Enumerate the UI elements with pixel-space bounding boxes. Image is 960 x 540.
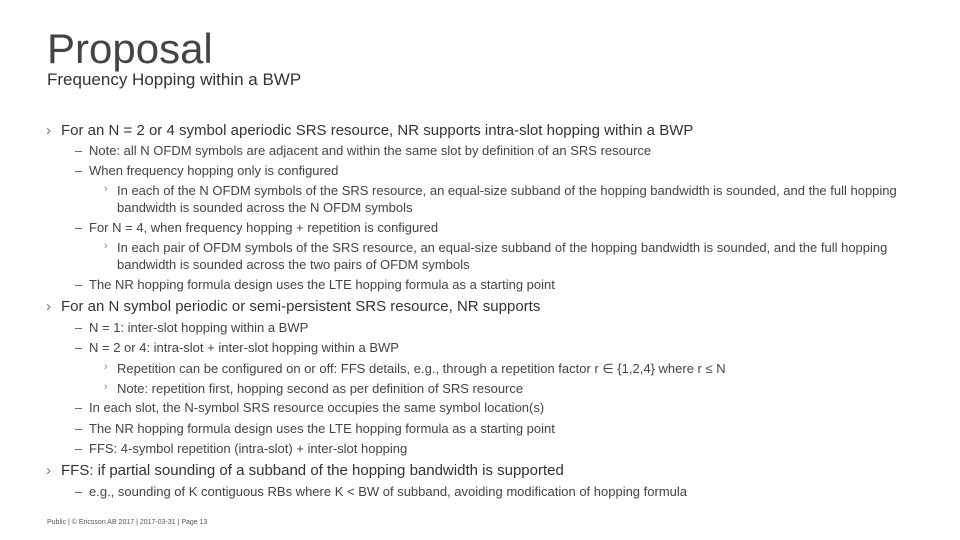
sub-bullet [75, 421, 555, 437]
sub-bullet-text: N = 2 or 4: intra-slot + inter-slot hopping within a BWP [89, 340, 399, 355]
bullet-partial-sounding [46, 462, 564, 480]
dash-marker-icon: – [75, 400, 83, 415]
sub-bullet [75, 277, 555, 293]
sub-bullet [75, 400, 545, 416]
sub-bullet-text: The NR hopping formula design uses the LTE hopping formula as a starting point [89, 277, 555, 292]
bullet-marker-icon: › [46, 122, 51, 139]
sub-sub-bullet [104, 182, 917, 216]
bullet-marker-icon: › [46, 462, 51, 479]
sub-sub-bullet-text: In each pair of OFDM symbols of the SRS resource, an equal-size subband of the hopping bandwidth is sounded, and the full hopping bandwidth is sounded across the two pairs of OFDM symbols [117, 240, 888, 272]
sub-sub-bullet [104, 380, 917, 397]
chevron-marker-icon: › [104, 240, 108, 252]
sub-bullet-text: N = 1: inter-slot hopping within a BWP [89, 320, 309, 335]
sub-sub-bullet-text: In each of the N OFDM symbols of the SRS resource, an equal-size subband of the hopping bandwidth is sounded, and the full hopping bandwidth is sounded across the N OFDM symbols [117, 183, 897, 215]
bullet-text: For an N = 2 or 4 symbol aperiodic SRS resource, NR supports intra-slot hopping within a BWP [61, 122, 694, 139]
slide-footer: Public | © Ericsson AB 2017 | 2017-03-31 | Page 13 [47, 519, 208, 526]
bullet-periodic-srs [46, 298, 541, 316]
sub-bullet [75, 340, 399, 356]
dash-marker-icon: – [75, 441, 83, 456]
sub-bullet-text: Note: all N OFDM symbols are adjacent and within the same slot by definition of an SRS resource [89, 143, 652, 158]
dash-marker-icon: – [75, 163, 83, 178]
dash-marker-icon: – [75, 277, 83, 292]
sub-bullet [75, 220, 439, 236]
sub-bullet-text: When frequency hopping only is configured [89, 163, 339, 178]
sub-sub-bullet [104, 239, 917, 273]
chevron-marker-icon: › [104, 361, 108, 373]
sub-sub-bullet-text: Note: repetition first, hopping second as per definition of SRS resource [117, 381, 524, 396]
dash-marker-icon: – [75, 143, 83, 158]
bullet-aperiodic-srs [46, 122, 694, 140]
bullet-text: For an N symbol periodic or semi-persistent SRS resource, NR supports [61, 298, 541, 315]
sub-bullet-text: FFS: 4-symbol repetition (intra-slot) + inter-slot hopping [89, 441, 408, 456]
dash-marker-icon: – [75, 484, 83, 499]
chevron-marker-icon: › [104, 183, 108, 195]
sub-bullet-text: e.g., sounding of K contiguous RBs where K < BW of subband, avoiding modification of hopping formula [89, 484, 687, 499]
sub-bullet [75, 163, 339, 179]
bullet-marker-icon: › [46, 298, 51, 315]
sub-bullet [75, 320, 309, 336]
sub-bullet-text: In each slot, the N-symbol SRS resource occupies the same symbol location(s) [89, 400, 545, 415]
sub-bullet-text: For N = 4, when frequency hopping + repetition is configured [89, 220, 439, 235]
bullet-text: FFS: if partial sounding of a subband of the hopping bandwidth is supported [61, 462, 564, 479]
slide-subtitle: Frequency Hopping within a BWP [47, 70, 302, 89]
slide-title: Proposal [47, 25, 213, 72]
sub-bullet-text: The NR hopping formula design uses the LTE hopping formula as a starting point [89, 421, 555, 436]
sub-bullet [75, 143, 652, 159]
dash-marker-icon: – [75, 220, 83, 235]
sub-sub-bullet [104, 360, 917, 377]
sub-bullet [75, 441, 408, 457]
sub-bullet [75, 484, 687, 500]
sub-sub-bullet-text: Repetition can be configured on or off: FFS details, e.g., through a repetition factor r ∈ {1,2,4} where r ≤ N [117, 361, 726, 376]
dash-marker-icon: – [75, 320, 83, 335]
dash-marker-icon: – [75, 421, 83, 436]
chevron-marker-icon: › [104, 381, 108, 393]
dash-marker-icon: – [75, 340, 83, 355]
